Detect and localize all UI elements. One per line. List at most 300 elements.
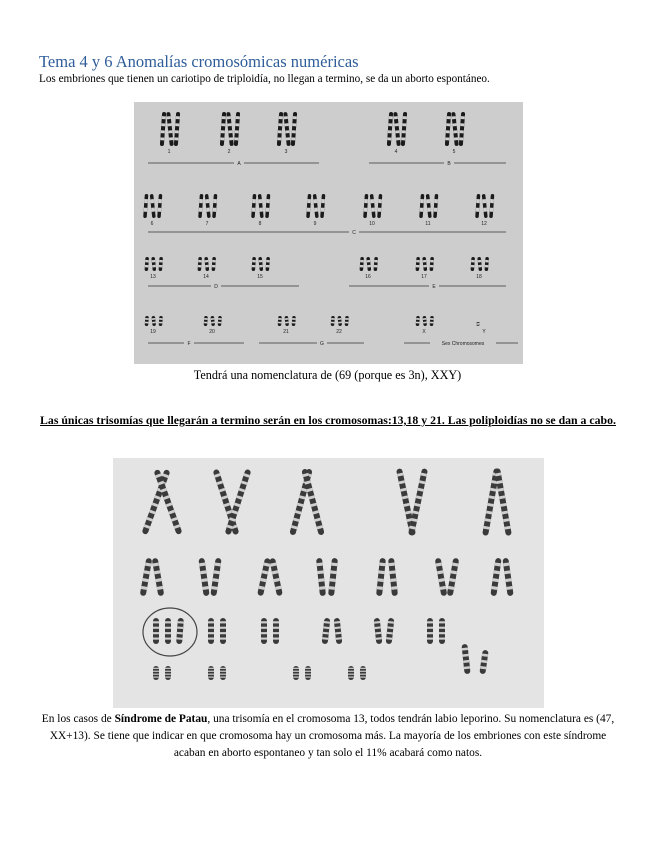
chromosome-band: [439, 621, 445, 623]
chromatid: [337, 316, 342, 326]
chromosome-22: [331, 316, 335, 326]
chromosome-4: [393, 112, 401, 146]
chromosome: [386, 618, 395, 644]
chromosome-band: [420, 199, 424, 203]
intro-text: Los embriones que tienen un cariotipo de triploidía, no llegan a termino, se da un aborto espontáneo.: [39, 73, 490, 85]
chromosome: [348, 666, 354, 680]
chromosome-band: [452, 123, 456, 126]
chromosome-band: [293, 668, 299, 669]
chromosome-band: [158, 208, 162, 212]
chromosome-band: [476, 208, 480, 212]
chromosome-number: 7: [205, 221, 209, 227]
chromosome-band: [273, 621, 279, 623]
chromosome-6: [150, 194, 156, 218]
chromosome-number: 16: [365, 274, 371, 280]
chromosome-band: [391, 586, 397, 590]
chromosome-number: 6: [150, 221, 154, 227]
chromosome: [153, 618, 159, 644]
chromosome-band: [427, 621, 433, 623]
chromosome-17: [416, 257, 420, 271]
chromosome-band: [423, 260, 427, 263]
chromosome-x: [479, 650, 488, 675]
chromatid: [430, 257, 434, 271]
chromosome-9: [313, 194, 319, 218]
chromosome-band: [199, 208, 203, 212]
chromatid: [212, 257, 216, 271]
chromosome-band: [212, 260, 216, 263]
chromosome-4: [401, 112, 407, 146]
chromatid: [306, 194, 311, 218]
chromosome-band: [279, 116, 283, 119]
chromosome-8: [251, 194, 256, 218]
chromosome-band: [235, 130, 239, 133]
chromosome-5: [451, 112, 459, 146]
chromosome-band: [439, 632, 445, 634]
chromosome-band: [367, 260, 371, 263]
chromosome-5: [459, 112, 465, 146]
chromosome-band: [266, 265, 270, 268]
chromosome-band: [348, 668, 354, 669]
chromosome-16: [366, 257, 371, 271]
chromosome-17: [422, 257, 427, 271]
chromosome-band: [208, 674, 214, 675]
chromosome-band: [165, 668, 171, 669]
chromosome-band: [291, 137, 295, 140]
chromosome-band: [459, 137, 463, 140]
chromosome-band: [460, 123, 464, 126]
chromosome-band: [234, 137, 238, 140]
chromatid: [471, 257, 475, 271]
chromosome-band: [153, 677, 159, 678]
chromosome-band: [229, 137, 233, 140]
chromosome-16: [360, 257, 364, 271]
chromosome-band: [471, 260, 475, 263]
chromosome-band: [153, 621, 159, 623]
chromosome-band: [221, 130, 225, 133]
chromosome-band: [389, 563, 395, 567]
group-letter: D: [214, 284, 218, 290]
chromosome-band: [266, 260, 270, 263]
chromosome-band: [403, 116, 407, 119]
paragraph-part1: En los casos de: [41, 713, 115, 725]
chromosome-band: [490, 199, 494, 203]
chromatid: [475, 194, 480, 218]
chromosome-band: [284, 123, 288, 126]
chromosome: [257, 558, 271, 596]
chromosome-band: [208, 677, 214, 678]
chromosome-band: [396, 137, 400, 140]
chromosome-band: [167, 116, 171, 119]
chromosome-band: [145, 260, 149, 263]
chromosome-band: [427, 638, 433, 640]
chromatid: [143, 194, 148, 218]
chromosome-16: [374, 257, 378, 271]
chromosome-band: [395, 130, 399, 133]
chromosome-band: [273, 627, 279, 629]
chromosome-band: [388, 130, 392, 133]
trisomy-subheading: Las únicas trisomías que llegarán a termino serán en los cromosomas:13,18 y 21. Las poliploidías no se dan a cabo.: [40, 413, 616, 427]
chromosome-8: [258, 194, 264, 218]
chromosome-11: [419, 194, 424, 218]
chromosome: [293, 666, 299, 680]
chromosome-band: [159, 260, 163, 263]
chromosome-band: [330, 570, 336, 574]
chromosome-15: [258, 257, 263, 271]
chromosome-20: [204, 316, 208, 326]
chromosome-number: 9: [313, 221, 317, 227]
chromosome-15: [252, 257, 256, 271]
chromosome-band: [286, 137, 290, 140]
chromosome-band: [277, 137, 281, 140]
chromosome-band: [360, 671, 366, 672]
group-letter: E: [432, 284, 436, 290]
chromosome-band: [317, 570, 323, 574]
chromatid: [422, 257, 427, 271]
chromosome-band: [259, 265, 263, 268]
chromosome-band: [220, 671, 226, 672]
chromosome-band: [150, 199, 154, 203]
chromosome-band: [153, 627, 159, 629]
chromosome-number: 3: [284, 149, 288, 155]
chromatid: [159, 257, 163, 271]
chromosome-band: [293, 674, 299, 675]
paragraph-part2: , una trisomía en el cromosoma 13, todos tendrán labio leporino. Su nomenclatura es (47, XX+13). Se tiene que indicar en que cromosoma hay un cromosoma más. La mayoría de los embriones con este síndrome acaban en aborto espontaneo y tan solo el 11% acabará como natos.: [49, 713, 615, 759]
chromosome-band: [165, 632, 171, 634]
group-letter: G: [320, 341, 324, 347]
chromosome-band: [364, 199, 368, 203]
chromosome-band: [153, 671, 159, 672]
chromatid: [313, 194, 319, 218]
chromosome-21: [284, 316, 289, 326]
chromosome: [388, 558, 398, 596]
chromosome-band: [331, 563, 337, 567]
chromosome-band: [153, 632, 159, 634]
chromosome: [322, 618, 331, 644]
chromosome-band: [160, 137, 164, 140]
chromosome-band: [218, 322, 222, 324]
chromosome-band: [205, 199, 209, 203]
chromosome: [273, 618, 279, 644]
chromosome-band: [259, 260, 263, 263]
chromosome-number: 21: [283, 329, 289, 335]
chromosome-band: [378, 199, 382, 203]
chromosome-band: [208, 632, 214, 634]
chromatid: [377, 194, 382, 218]
chromosome-band: [476, 199, 480, 203]
chromosome-band: [165, 671, 171, 672]
chromosome-band: [478, 265, 482, 268]
chromosome-band: [321, 199, 325, 203]
chromosome-7: [205, 194, 211, 218]
chromatid: [426, 194, 432, 218]
patau-karyotype-image: [113, 458, 544, 708]
chromosome-band: [446, 130, 450, 133]
chromosome-band: [427, 208, 431, 212]
chromosome-band: [305, 674, 311, 675]
chromosome-number: 13: [150, 274, 156, 280]
chromosome-band: [378, 570, 384, 574]
chromosome-band: [348, 671, 354, 672]
chromosome-band: [165, 677, 171, 678]
chromosome-1: [174, 112, 180, 146]
chromosome-band: [158, 199, 162, 203]
chromosome-2: [234, 112, 240, 146]
chromatid: [320, 194, 325, 218]
chromatid: [416, 257, 420, 271]
chromatid: [370, 194, 376, 218]
chromosome-5: [445, 112, 451, 146]
chromosome-6: [157, 194, 162, 218]
chromosome-2: [220, 112, 226, 146]
chromatid: [265, 194, 270, 218]
chromosome-9: [306, 194, 311, 218]
chromosome-number: 1: [167, 149, 171, 155]
chromosome-band: [208, 668, 214, 669]
chromosome-band: [165, 621, 171, 623]
chromosome-band: [220, 674, 226, 675]
chromosome-band: [394, 123, 398, 126]
chromosome-11: [426, 194, 432, 218]
chromosome: [208, 666, 214, 680]
chromosome-number: 8: [258, 221, 262, 227]
chromosome-band: [213, 199, 217, 203]
chromosome-band: [145, 322, 149, 324]
chromosome-band: [427, 632, 433, 634]
chromosome-band: [345, 318, 349, 320]
chromosome-band: [177, 626, 183, 629]
chromosome-number: 10: [369, 221, 375, 227]
chromatid: [482, 194, 488, 218]
chromosome-band: [446, 123, 450, 126]
patau-karyotype-drawing: [113, 458, 544, 708]
chromatid: [489, 194, 494, 218]
chromosome: [376, 558, 386, 596]
chromatid: [198, 194, 203, 218]
chromosome-band: [159, 322, 163, 324]
chromosome-band: [430, 322, 434, 324]
chromosome: [439, 618, 445, 644]
chromosome-band: [212, 265, 216, 268]
chromosome-band: [278, 322, 282, 324]
chromosome-x: [461, 644, 470, 674]
chromosome: [210, 558, 221, 596]
chromosome-band: [427, 627, 433, 629]
chromosome-1: [160, 112, 166, 146]
chromosome-band: [434, 208, 438, 212]
chromatid: [251, 194, 256, 218]
chromosome: [427, 618, 433, 644]
chromatid: [278, 316, 282, 326]
chromosome-band: [329, 586, 335, 590]
chromatid: [151, 316, 156, 326]
chromosome-band: [261, 627, 267, 629]
chromosome: [220, 618, 226, 644]
chromosome-band: [416, 322, 420, 324]
chromatid: [419, 194, 424, 218]
chromosome-number: X: [422, 329, 426, 335]
chromosome-band: [228, 130, 232, 133]
chromosome-band: [460, 130, 464, 133]
chromosome-number: 18: [476, 274, 482, 280]
chromatid: [292, 316, 296, 326]
chromosome-band: [220, 638, 226, 640]
chromosome-band: [206, 208, 210, 212]
chromosome-14: [198, 257, 202, 271]
chromosome-band: [273, 638, 279, 640]
chromosome: [198, 558, 209, 596]
chromosome-band: [259, 208, 263, 212]
chromosome-band: [454, 137, 458, 140]
chromosome-number: 2: [227, 149, 231, 155]
chromatid: [145, 316, 149, 326]
chromatid: [331, 316, 335, 326]
chromosome: [447, 558, 460, 596]
chromosome-band: [176, 116, 180, 119]
chromosome-band: [439, 638, 445, 640]
chromosome-band: [293, 116, 297, 119]
chromosome-20: [218, 316, 222, 326]
chromosome-band: [416, 265, 420, 268]
chromatid: [205, 194, 211, 218]
chromosome-band: [208, 638, 214, 640]
chromosome-number: 12: [481, 221, 487, 227]
chromosome-band: [153, 668, 159, 669]
chromosome-band: [236, 116, 240, 119]
chromosome-band: [144, 208, 148, 212]
chromosome-band: [220, 668, 226, 669]
chromosome-band: [321, 208, 325, 212]
chromosome-19: [159, 316, 163, 326]
chromosome-1: [166, 112, 174, 146]
chromosome-band: [161, 130, 165, 133]
chromatid: [374, 257, 378, 271]
chromosome-22: [337, 316, 342, 326]
chromatid: [485, 257, 489, 271]
chromatid: [266, 257, 270, 271]
chromosome-band: [175, 130, 179, 133]
chromosome: [316, 558, 326, 596]
chromosome-band: [377, 586, 383, 590]
chromosome-band: [220, 137, 224, 140]
chromosome-band: [388, 123, 392, 126]
chromatid: [477, 257, 482, 271]
chromosome-band: [402, 130, 406, 133]
chromosome-Y: [476, 322, 480, 326]
chromosome-band: [485, 260, 489, 263]
chromosome-band: [221, 123, 225, 126]
chromatid: [258, 194, 264, 218]
chromosome-band: [371, 208, 375, 212]
chromosome-10: [363, 194, 368, 218]
chromosome-7: [198, 194, 203, 218]
chromosome-band: [378, 578, 384, 582]
chromosome-number: Y: [482, 329, 486, 335]
chromosome-band: [208, 627, 214, 629]
chromosome-18: [485, 257, 489, 271]
chromosome-13: [145, 257, 149, 271]
chromosome-band: [360, 674, 366, 675]
chromosome-band: [145, 318, 149, 320]
chromosome-14: [204, 257, 209, 271]
chromatid: [430, 316, 434, 326]
chromosome-band: [364, 208, 368, 212]
chromatid: [218, 316, 222, 326]
chromosome-2: [226, 112, 234, 146]
chromosome-band: [379, 563, 385, 567]
chromosome: [334, 618, 343, 644]
triploid-karyotype-drawing: [134, 102, 523, 364]
chromosome-band: [374, 260, 378, 263]
chromatid: [360, 257, 364, 271]
chromosome-19: [151, 316, 156, 326]
chromosome-band: [317, 563, 323, 567]
chromatid: [212, 194, 217, 218]
chromosome-12: [482, 194, 488, 218]
chromosome-band: [447, 116, 451, 119]
chromosome-band: [387, 137, 391, 140]
chromosome-band: [430, 260, 434, 263]
chromosome-band: [152, 260, 156, 263]
chromosome-band: [199, 199, 203, 203]
chromosome-band: [401, 137, 405, 140]
chromosome-band: [367, 265, 371, 268]
chromosome-band: [402, 123, 406, 126]
chromosome-band: [205, 265, 209, 268]
chromosome-10: [377, 194, 382, 218]
chromosome-14: [212, 257, 216, 271]
chromosome-19: [145, 316, 149, 326]
chromosome-band: [416, 318, 420, 320]
chromosome-band: [165, 627, 171, 629]
chromatid: [159, 316, 163, 326]
chromatid: [433, 194, 438, 218]
chromosome: [261, 618, 267, 644]
chromosome-band: [390, 578, 396, 582]
chromosome-band: [218, 318, 222, 320]
chromosome-band: [208, 621, 214, 623]
chromosome-band: [434, 199, 438, 203]
chromosome-band: [285, 130, 289, 133]
chromosome-band: [445, 137, 449, 140]
chromosome-band: [176, 637, 182, 640]
chromatid: [408, 468, 428, 536]
chromosome-band: [278, 123, 282, 126]
chromosome-X: [416, 316, 420, 326]
chromosome-band: [162, 116, 166, 119]
chromosome: [220, 666, 226, 680]
chromosome-band: [305, 668, 311, 669]
chromosome: [269, 558, 283, 596]
chromosome: [328, 558, 338, 596]
chromosome-band: [485, 265, 489, 268]
chromosome-band: [439, 627, 445, 629]
chromosome-band: [220, 632, 226, 634]
chromosome-band: [292, 130, 296, 133]
chromosome-band: [258, 199, 262, 203]
chromosome-band: [319, 586, 325, 590]
chromosome-band: [389, 570, 395, 574]
chromosome-band: [159, 318, 163, 320]
chromosome-band: [348, 677, 354, 678]
chromatid: [198, 257, 202, 271]
chromatid: [157, 194, 162, 218]
chromosome-X: [430, 316, 434, 326]
chromosome: [152, 558, 165, 596]
chromosome-band: [167, 123, 171, 126]
chromosome-band: [483, 208, 487, 212]
chromosome-band: [273, 632, 279, 634]
chromosome-22: [345, 316, 349, 326]
